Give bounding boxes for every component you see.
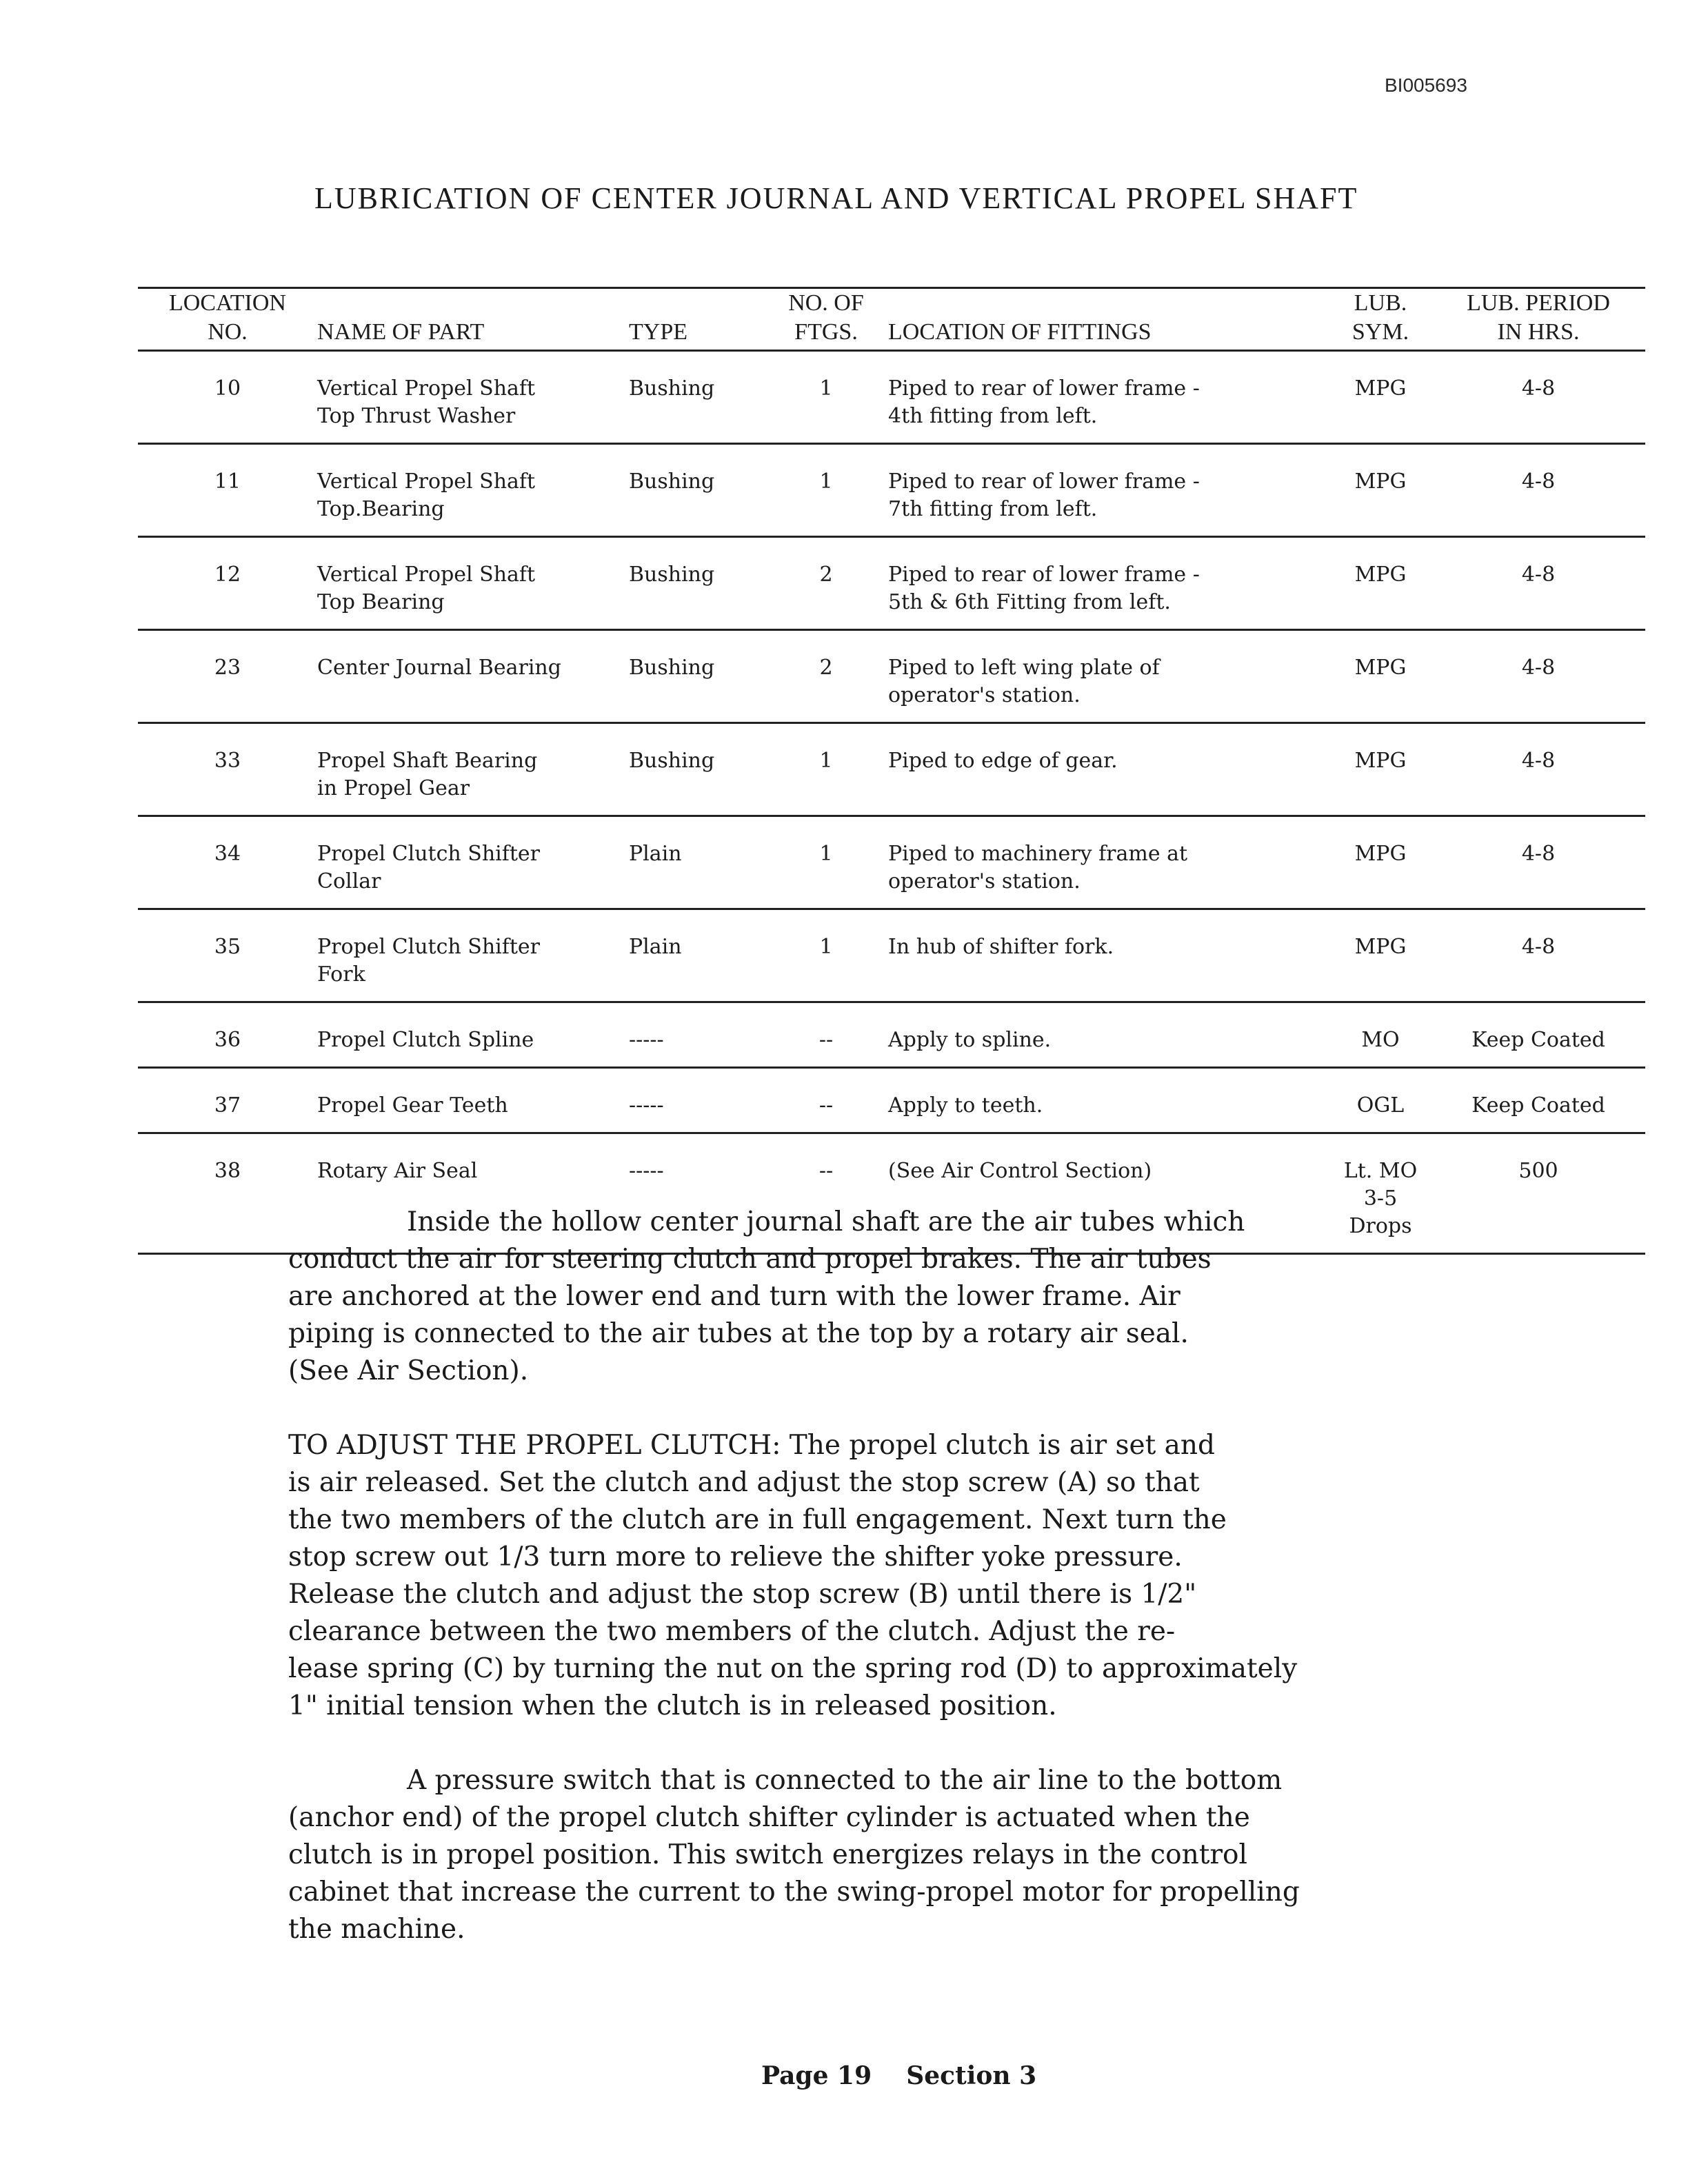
cell-location-of-fittings: Piped to rear of lower frame - 5th & 6th Fitting from left.: [888, 537, 1329, 630]
cell-no-of-ftgs: 1: [764, 351, 888, 444]
cell-lub-sym: MPG: [1329, 537, 1431, 630]
table-row: [138, 723, 1645, 816]
lubrication-table: [138, 287, 1645, 1255]
cell-name-of-part: Propel Clutch Shifter Collar: [317, 816, 629, 909]
table-row: [138, 909, 1645, 1002]
cell-type: Bushing: [629, 537, 764, 630]
cell-location-of-fittings: (See Air Control Section): [888, 1133, 1329, 1254]
cell-lub-period: Keep Coated: [1431, 1068, 1645, 1133]
table-row: [138, 1002, 1645, 1068]
column-header-no-of-ftgs: NO. OF FTGS.: [764, 288, 888, 351]
cell-name-of-part: Vertical Propel Shaft Top.Bearing: [317, 444, 629, 537]
cell-location-of-fittings: Piped to machinery frame at operator's station.: [888, 816, 1329, 909]
cell-lub-period: 4-8: [1431, 909, 1645, 1002]
cell-no-of-ftgs: --: [764, 1002, 888, 1068]
cell-type: Bushing: [629, 351, 764, 444]
cell-no-of-ftgs: --: [764, 1133, 888, 1254]
cell-no-of-ftgs: --: [764, 1068, 888, 1133]
table-row: [138, 444, 1645, 537]
cell-name-of-part: Center Journal Bearing: [317, 630, 629, 723]
table-row: [138, 816, 1645, 909]
table-body: [138, 351, 1645, 1254]
column-header-location-of-fittings: LOCATION OF FITTINGS: [888, 288, 1329, 351]
cell-name-of-part: Propel Clutch Spline: [317, 1002, 629, 1068]
column-header-name-of-part: NAME OF PART: [317, 288, 629, 351]
cell-location-of-fittings: Piped to left wing plate of operator's station.: [888, 630, 1329, 723]
cell-location-of-fittings: In hub of shifter fork.: [888, 909, 1329, 1002]
cell-name-of-part: Propel Shaft Bearing in Propel Gear: [317, 723, 629, 816]
cell-lub-sym: MPG: [1329, 816, 1431, 909]
cell-lub-period: 4-8: [1431, 723, 1645, 816]
cell-location-no: 33: [138, 723, 317, 816]
cell-no-of-ftgs: 1: [764, 909, 888, 1002]
cell-lub-period: 4-8: [1431, 816, 1645, 909]
cell-no-of-ftgs: 2: [764, 537, 888, 630]
cell-location-no: 38: [138, 1133, 317, 1254]
cell-lub-sym: MO: [1329, 1002, 1431, 1068]
cell-lub-sym: MPG: [1329, 723, 1431, 816]
table-row: [138, 630, 1645, 723]
cell-location-no: 36: [138, 1002, 317, 1068]
cell-type: Bushing: [629, 723, 764, 816]
cell-location-no: 37: [138, 1068, 317, 1133]
paragraph-adjust-propel-clutch: TO ADJUST THE PROPEL CLUTCH: The propel clutch is air set and is air released. Set the clutch and adjust the stop screw (A) so that the two members of the clutch are in full engagement. Next turn the stop screw out 1/3 turn more to relieve the shifter yoke pressure. Release the clutch and adjust the stop screw (B) until there is 1/2" clearance between the two members of the clutch. Adjust the re- lease spring (C) by turning the nut on the spring rod (D) to approximately 1" initial tension when the clutch is in released position.: [288, 1430, 1298, 1721]
cell-no-of-ftgs: 2: [764, 630, 888, 723]
cell-lub-period: 4-8: [1431, 351, 1645, 444]
cell-lub-sym: Lt. MO 3-5 Drops: [1329, 1133, 1431, 1254]
cell-location-of-fittings: Piped to edge of gear.: [888, 723, 1329, 816]
cell-location-no: 12: [138, 537, 317, 630]
cell-type: -----: [629, 1133, 764, 1254]
cell-name-of-part: Propel Clutch Shifter Fork: [317, 909, 629, 1002]
cell-type: Bushing: [629, 444, 764, 537]
cell-location-of-fittings: Piped to rear of lower frame - 4th fitting from left.: [888, 351, 1329, 444]
paragraph-air-tubes: Inside the hollow center journal shaft are the air tubes which conduct the air for steering clutch and propel brakes. The air tubes are anchored at the lower end and turn with the lower frame. Air piping is connected to the air tubes at the top by a rotary air seal. (See Air Section).: [288, 1206, 1245, 1386]
cell-lub-sym: MPG: [1329, 351, 1431, 444]
cell-lub-period: Keep Coated: [1431, 1002, 1645, 1068]
cell-lub-sym: OGL: [1329, 1068, 1431, 1133]
page-title: LUBRICATION OF CENTER JOURNAL AND VERTICAL PROPEL SHAFT: [314, 181, 1358, 215]
cell-lub-period: 500: [1431, 1133, 1645, 1254]
document-id: BI005693: [1385, 74, 1467, 96]
cell-type: -----: [629, 1068, 764, 1133]
cell-name-of-part: Rotary Air Seal: [317, 1133, 629, 1254]
cell-type: Plain: [629, 816, 764, 909]
cell-lub-period: 4-8: [1431, 630, 1645, 723]
column-header-type: TYPE: [629, 288, 764, 351]
cell-name-of-part: Vertical Propel Shaft Top Thrust Washer: [317, 351, 629, 444]
cell-name-of-part: Propel Gear Teeth: [317, 1068, 629, 1133]
cell-location-no: 11: [138, 444, 317, 537]
cell-lub-period: 4-8: [1431, 537, 1645, 630]
cell-location-no: 34: [138, 816, 317, 909]
cell-lub-period: 4-8: [1431, 444, 1645, 537]
cell-type: Plain: [629, 909, 764, 1002]
cell-type: Bushing: [629, 630, 764, 723]
table-row: [138, 537, 1645, 630]
column-header-location-no: LOCATION NO.: [138, 288, 317, 351]
paragraph-pressure-switch: A pressure switch that is connected to the air line to the bottom (anchor end) of the propel clutch shifter cylinder is actuated when the clutch is in propel position. This switch energizes relays in the control cabinet that increase the current to the swing-propel motor for propelling the machine.: [288, 1765, 1300, 1945]
cell-location-no: 10: [138, 351, 317, 444]
table-row: [138, 1068, 1645, 1133]
page-footer: Page 19 Section 3: [761, 2061, 1037, 2090]
cell-location-of-fittings: Apply to teeth.: [888, 1068, 1329, 1133]
cell-name-of-part: Vertical Propel Shaft Top Bearing: [317, 537, 629, 630]
cell-lub-sym: MPG: [1329, 444, 1431, 537]
cell-location-no: 23: [138, 630, 317, 723]
table-row: [138, 351, 1645, 444]
table-header-row: [138, 288, 1645, 351]
cell-location-no: 35: [138, 909, 317, 1002]
column-header-lub-period: LUB. PERIOD IN HRS.: [1431, 288, 1645, 351]
cell-no-of-ftgs: 1: [764, 816, 888, 909]
cell-type: -----: [629, 1002, 764, 1068]
cell-location-of-fittings: Piped to rear of lower frame - 7th fitting from left.: [888, 444, 1329, 537]
cell-lub-sym: MPG: [1329, 909, 1431, 1002]
column-header-lub-sym: LUB. SYM.: [1329, 288, 1431, 351]
cell-no-of-ftgs: 1: [764, 444, 888, 537]
cell-lub-sym: MPG: [1329, 630, 1431, 723]
cell-no-of-ftgs: 1: [764, 723, 888, 816]
cell-location-of-fittings: Apply to spline.: [888, 1002, 1329, 1068]
